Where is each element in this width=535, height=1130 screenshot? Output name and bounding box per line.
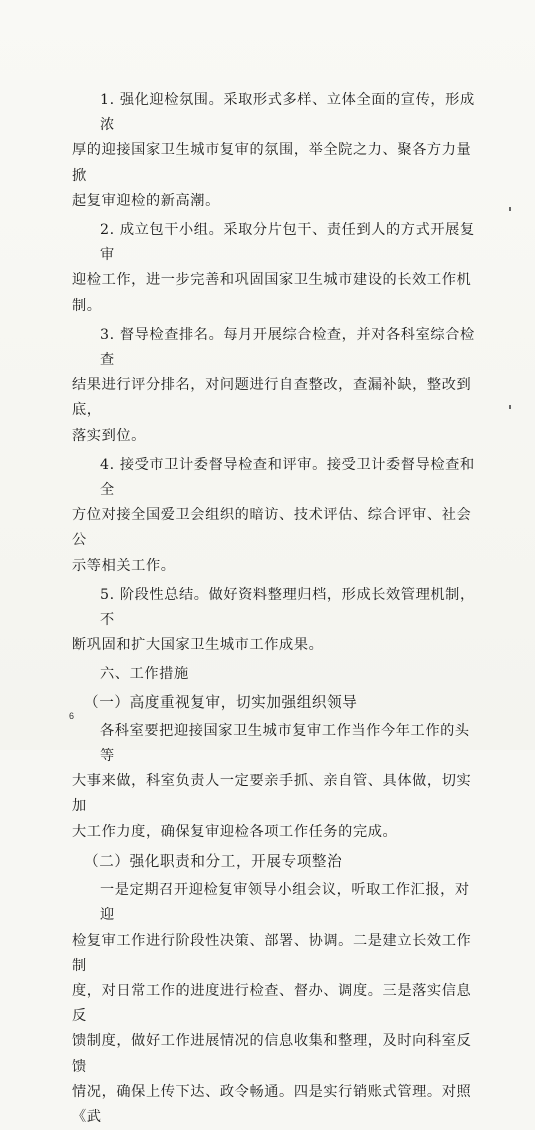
- text-line: 各科室要把迎接国家卫生城市复审工作当作今年工作的头等: [100, 722, 470, 765]
- subsection-heading-1: [72, 690, 482, 715]
- subsection-heading-2: [72, 849, 482, 874]
- section-heading: [72, 662, 482, 687]
- section-title: 六、工作措施: [100, 666, 189, 683]
- text-line: 迎检工作，进一步完善和巩固国家卫生城市建设的长效工作机制。: [72, 272, 472, 314]
- text-line: 馈制度，做好工作进展情况的信息收集和整理，及时向科室反馈: [72, 1033, 472, 1075]
- paragraph-4: [72, 453, 482, 579]
- paragraph-3: [72, 323, 482, 449]
- paragraph-6: [72, 719, 482, 845]
- text-line: 起复审迎检的新高潮。: [72, 192, 220, 209]
- margin-mark: [509, 405, 511, 409]
- text-line: 度，对日常工作的进度进行检查、督办、调度。三是落实信息反: [72, 982, 472, 1025]
- text-line: 断巩固和扩大国家卫生城市工作成果。: [72, 637, 324, 654]
- page-number: 6: [69, 711, 75, 721]
- subsection-title: （一）高度重视复审，切实加强组织领导: [84, 693, 358, 711]
- text-line: 落实到位。: [72, 427, 146, 444]
- text-line: 结果进行评分排名，对问题进行自查整改，查漏补缺，整改到底，: [72, 377, 472, 419]
- text-line: 一是定期召开迎检复审领导小组会议，听取工作汇报，对迎: [100, 882, 470, 924]
- text-line: 5. 阶段性总结。做好资料整理归档，形成长效管理机制，不: [100, 586, 475, 629]
- paragraph-1: [72, 88, 482, 214]
- text-line: 3. 督导检查排名。每月开展综合检查，并对各科室综合检查: [100, 326, 475, 369]
- text-line: 检复审工作进行阶段性决策、部署、协调。二是建立长效工作制: [72, 932, 472, 974]
- subsection-title: （二）强化职责和分工，开展专项整治: [84, 852, 343, 870]
- text-line: 2. 成立包干小组。采取分片包干、责任到人的方式开展复审: [100, 222, 475, 264]
- paragraph-2: [72, 218, 482, 319]
- text-line: 情况，确保上传下达、政令畅通。四是实行销账式管理。对照《武: [72, 1083, 472, 1125]
- text-line: 厚的迎接国家卫生城市复审的氛围，举全院之力、聚各方力量掀: [72, 142, 472, 184]
- text-line: 示等相关工作。: [72, 557, 176, 574]
- text-line: 大事来做，科室负责人一定要亲手抓、亲自管、具体做，切实加: [72, 773, 472, 815]
- paragraph-5: [72, 583, 482, 659]
- text-line: 大工作力度，确保复审迎检各项工作任务的完成。: [72, 823, 398, 840]
- text-line: 方位对接全国爱卫会组织的暗访、技术评估、综合评审、社会公: [72, 507, 472, 549]
- text-line: 1. 强化迎检氛围。采取形式多样、立体全面的宣传，形成浓: [100, 92, 475, 134]
- document-body: [72, 88, 482, 1130]
- paragraph-7: [72, 878, 482, 1130]
- margin-mark: [509, 207, 511, 211]
- text-line: 4. 接受市卫计委督导检查和评审。接受卫计委督导检查和全: [100, 456, 475, 499]
